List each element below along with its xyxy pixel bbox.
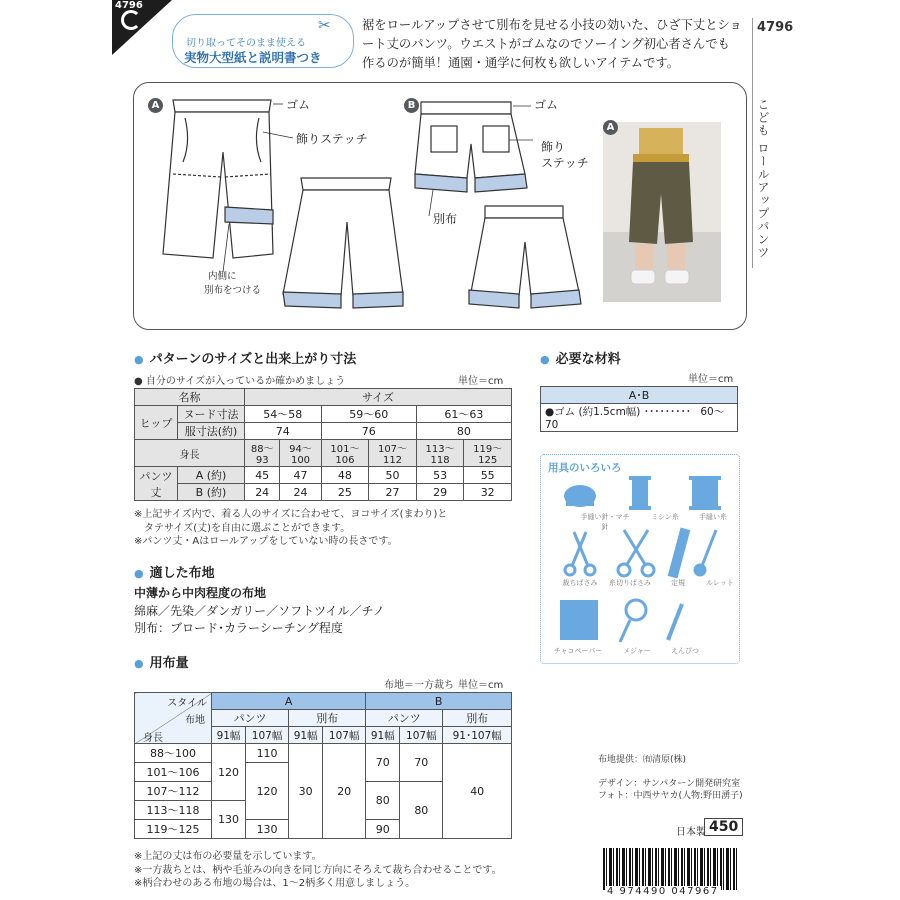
row-b-label: B (約): [178, 484, 245, 501]
b107-2: 80: [400, 782, 443, 839]
garment-3: 80: [416, 423, 511, 440]
chalk-paper-icon: [560, 600, 598, 640]
a-6: 55: [464, 467, 512, 484]
height-label: 身長: [135, 440, 245, 467]
credit-design: デザイン：サンパターン開発研究室: [598, 779, 741, 789]
nude-2: 59〜60: [321, 406, 416, 423]
label-stitch-b2: ステッチ: [541, 156, 589, 170]
a-betsu-w107: 107幅: [323, 727, 366, 744]
pincushion-icon: [564, 485, 596, 507]
yardage-note-1: ※上記の丈は布の必要量を示しています。: [134, 851, 322, 862]
hdr-size: サイズ: [245, 389, 512, 406]
yardage-notes: [134, 850, 502, 891]
a-betsu-hdr: 別布: [289, 710, 366, 727]
size-table: [134, 388, 512, 501]
b-betsu-hdr: 別布: [443, 710, 512, 727]
tool-label-5: 定規: [671, 579, 685, 587]
garment-1: 74: [245, 423, 322, 440]
materials-item: ●ゴム (約1.5cm幅) ･････････: [545, 406, 691, 418]
b-6: 32: [464, 484, 512, 501]
fabric-section-title: ● 適した布地: [134, 562, 215, 581]
style-a-pants-drawing: [163, 100, 273, 258]
tool-label-0: 手縫い針・マチ針: [580, 513, 630, 531]
b-betsu-w: 91･107幅: [443, 727, 512, 744]
yh-3: 107〜112: [135, 782, 212, 801]
garment-2: 76: [321, 423, 416, 440]
tool-label-1: ミシン糸: [651, 513, 679, 521]
nude-1: 54〜58: [245, 406, 322, 423]
size-check-note-text: 自分のサイズが入っているか確かめましょう: [145, 376, 346, 387]
fabric-line2: 別布：ブロード･カラーシーチング程度: [134, 621, 343, 635]
barcode-number: 4 974490 047967: [607, 886, 719, 897]
fabric-subtitle: 中薄から中肉程度の布地: [134, 586, 267, 600]
tape-measure-icon: [620, 600, 646, 642]
style-a-rolled-drawing: [283, 178, 403, 308]
materials-value: 60〜70: [545, 406, 725, 431]
tools-title: 用具のいろいろ: [548, 462, 622, 474]
label-inside-2: 別布をつける: [204, 285, 262, 296]
yh-5: 119〜125: [135, 820, 212, 839]
hdr-height: 身長: [143, 733, 163, 744]
a-5: 53: [416, 467, 464, 484]
tools-icons: [540, 454, 738, 662]
b91-3: 90: [366, 820, 400, 839]
b107-1: 70: [400, 744, 443, 782]
corner-number: 4796: [115, 0, 143, 11]
size-check-note: ● 自分のサイズが入っているか確かめましょう: [134, 376, 346, 387]
b-1: 24: [245, 484, 280, 501]
fabric-line1: 綿麻／先染／ダンガリー／ソフトツイル／チノ: [134, 604, 385, 618]
nude-label: ヌード寸法: [178, 406, 245, 423]
height-3: 101〜106: [321, 440, 369, 467]
a91-1: 120: [212, 744, 246, 801]
height-6: 119〜125: [464, 440, 512, 467]
hdr-name: 名称: [135, 389, 245, 406]
a-betsu-107-val: 20: [323, 744, 366, 839]
scissors-icon: ✂: [318, 16, 331, 34]
thread-snips-icon: [618, 530, 654, 576]
credit-photo: フォト：中西サヤカ(人物:野田湧子): [598, 791, 743, 801]
a-1: 45: [245, 467, 280, 484]
fabric-scissors-icon: [565, 532, 595, 575]
size-unit: 単位＝cm: [458, 376, 504, 387]
a-pants-hdr: パンツ: [212, 710, 289, 727]
label-betsununo: 別布: [433, 212, 458, 226]
a107-1: 110: [246, 744, 289, 763]
b-pants-hdr: パンツ: [366, 710, 443, 727]
a-3: 48: [321, 467, 369, 484]
materials-unit: 単位＝cm: [688, 374, 734, 385]
b-w91: 91幅: [366, 727, 400, 744]
ruler-icon: [668, 528, 691, 579]
b91-1: 70: [366, 744, 400, 782]
photo-style-marker: A: [603, 120, 618, 135]
label-stitch-b1: 飾り: [541, 140, 566, 154]
tool-label-7: チャコペーパー: [553, 647, 603, 655]
b91-2: 80: [366, 782, 400, 820]
style-b-shorts-drawing: [415, 102, 527, 192]
price: 450: [704, 818, 743, 836]
badge-line1: 切り取ってそのまま使える: [186, 38, 306, 49]
b-betsu-val: 40: [443, 744, 512, 839]
yardage-section-title: ● 用布量: [134, 652, 189, 671]
size-note-3: ※パンツ丈・Aはロールアップをしていない時の長さです。: [134, 536, 398, 547]
badge-line2: 実物大型紙と説明書つき: [184, 50, 322, 65]
label-inside-1: 内側に: [208, 271, 237, 282]
yh-1: 88〜100: [135, 744, 212, 763]
b-2: 24: [280, 484, 321, 501]
tool-label-6: ルレット: [706, 579, 734, 587]
b-3: 25: [321, 484, 369, 501]
a-w107: 107幅: [246, 727, 289, 744]
yardage-style-a: A: [212, 693, 366, 710]
hdr-fabric: 布地: [185, 715, 205, 726]
style-a-marker: A: [148, 98, 163, 113]
child-photo: [603, 122, 721, 302]
hand-thread-icon: [689, 476, 721, 510]
yardage-note-3: ※柄合わせのある布地の場合は、1〜2柄多く用意しましょう。: [134, 878, 416, 889]
pencil-icon: [668, 604, 682, 640]
barcode: [603, 848, 739, 890]
a-4: 50: [369, 467, 417, 484]
made-in: 日本製: [676, 827, 706, 838]
materials-hdr: A･B: [541, 387, 738, 404]
a-betsu-w91: 91幅: [289, 727, 323, 744]
tool-label-9: えんぴつ: [671, 647, 699, 655]
materials-row: [541, 404, 738, 432]
size-note-1: ※上記サイズ内で、着る人のサイズに合わせて、ヨコサイズ(まわり)と: [134, 509, 448, 520]
hdr-style: スタイル: [167, 698, 207, 709]
label-stitch-a: 飾りステッチ: [296, 132, 368, 146]
a-2: 47: [280, 467, 321, 484]
spine-title: こども ロールアップパンツ: [756, 98, 770, 259]
yh-4: 113〜118: [135, 801, 212, 820]
b-5: 29: [416, 484, 464, 501]
tool-label-2: 手縫い糸: [699, 513, 727, 521]
nude-3: 61〜63: [416, 406, 511, 423]
yardage-corner: [135, 693, 212, 744]
yardage-table: [134, 692, 512, 839]
label-gomu-a: ゴム: [286, 98, 311, 112]
yardage-unit: 単位＝cm: [458, 680, 504, 691]
size-note-2: タテサイズ(丈)を自由に選ぶことができます。: [134, 522, 351, 534]
materials-table: [540, 386, 738, 432]
a-betsu-91-val: 30: [289, 744, 323, 839]
height-4: 107〜112: [369, 440, 417, 467]
garment-label: 服寸法(約): [178, 423, 245, 440]
spine-number: 4796: [757, 20, 794, 35]
hip-label: ヒップ: [135, 406, 178, 440]
thread-spool-icon: [629, 476, 651, 510]
b-4: 27: [369, 484, 417, 501]
brand-logo-icon: [121, 10, 141, 30]
intro-text: 裾をロールアップさせて別布を見せる小技の効いた、ひざ下丈とショート丈のパンツ。ウエストがゴムなのでソーイング初心者さんでも作るのが簡単！通園・通学に何枚も欲しいアイテムです。: [362, 18, 742, 70]
tool-label-8: メジャー: [623, 647, 651, 655]
a107-2: 120: [246, 763, 289, 820]
tracing-wheel-icon: [695, 530, 716, 575]
b-w107: 107幅: [400, 727, 443, 744]
a107-3: 130: [246, 820, 289, 839]
height-1: 88〜93: [245, 440, 280, 467]
pants-label: パンツ丈: [135, 467, 178, 501]
yardage-style-b: B: [366, 693, 512, 710]
tool-label-3: 裁ちばさみ: [562, 579, 598, 587]
style-b-marker: B: [404, 98, 419, 113]
yh-2: 101〜106: [135, 763, 212, 782]
row-a-label: A (約): [178, 467, 245, 484]
style-b-front-drawing: [469, 206, 581, 308]
a91-2: 130: [212, 801, 246, 839]
height-5: 113〜118: [416, 440, 464, 467]
a-w91: 91幅: [212, 727, 246, 744]
size-section-title: ● パターンのサイズと出来上がり寸法: [134, 348, 356, 367]
yardage-cut-note: 布地＝一方裁ち: [384, 680, 454, 691]
size-notes: [134, 508, 447, 549]
height-2: 94〜100: [280, 440, 321, 467]
credit-fabric: 布地提供：㈲清原(株): [598, 755, 687, 765]
materials-title: ● 必要な材料: [540, 348, 621, 367]
yardage-note-2: ※一方裁ちとは、柄や毛並みの向きを同じ方向にそろえて裁ち合わせることです。: [134, 864, 502, 876]
label-gomu-b: ゴム: [534, 98, 559, 112]
tool-label-4: 糸切りばさみ: [609, 579, 651, 587]
